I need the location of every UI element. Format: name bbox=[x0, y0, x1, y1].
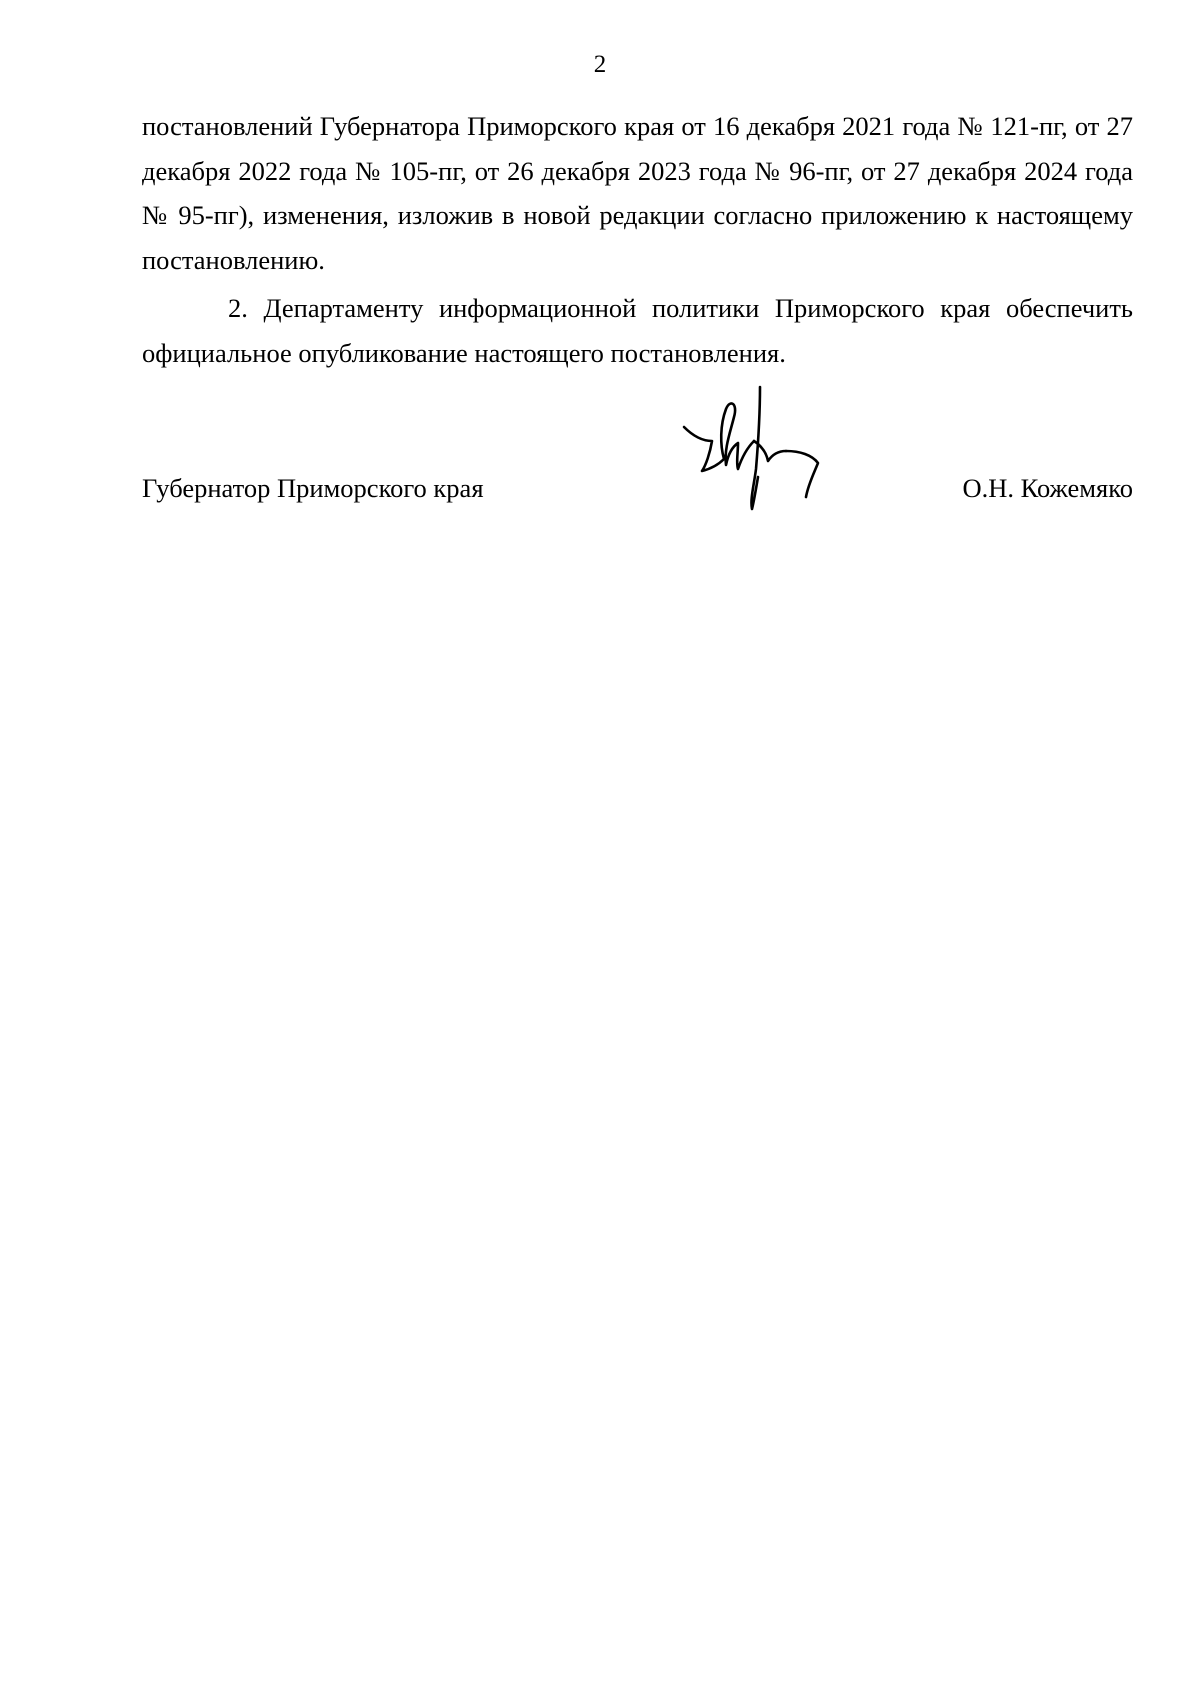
paragraph-continuation: постановлений Губернатора Приморского края от 16 декабря 2021 года № 121-пг, от 27 декабря 2022 года № 105-пг, от 26 декабря 2023 года № 96-пг, от 27 декабря 2024 года № 95-пг), изменения, изложив в новой редакции согласно приложению к настоящему постановлению. bbox=[142, 111, 1133, 275]
document-body bbox=[142, 104, 1133, 375]
signatory-name: О.Н. Кожемяко bbox=[962, 473, 1133, 503]
signature-block bbox=[142, 468, 1133, 508]
paragraph-2: 2. Департаменту информационной политики Приморского края обеспечить официальное опубликование настоящего постановления. bbox=[142, 293, 1133, 368]
handwritten-signature bbox=[680, 385, 840, 535]
page-number: 2 bbox=[593, 51, 607, 78]
signatory-position: Губернатор Приморского края bbox=[142, 473, 484, 503]
